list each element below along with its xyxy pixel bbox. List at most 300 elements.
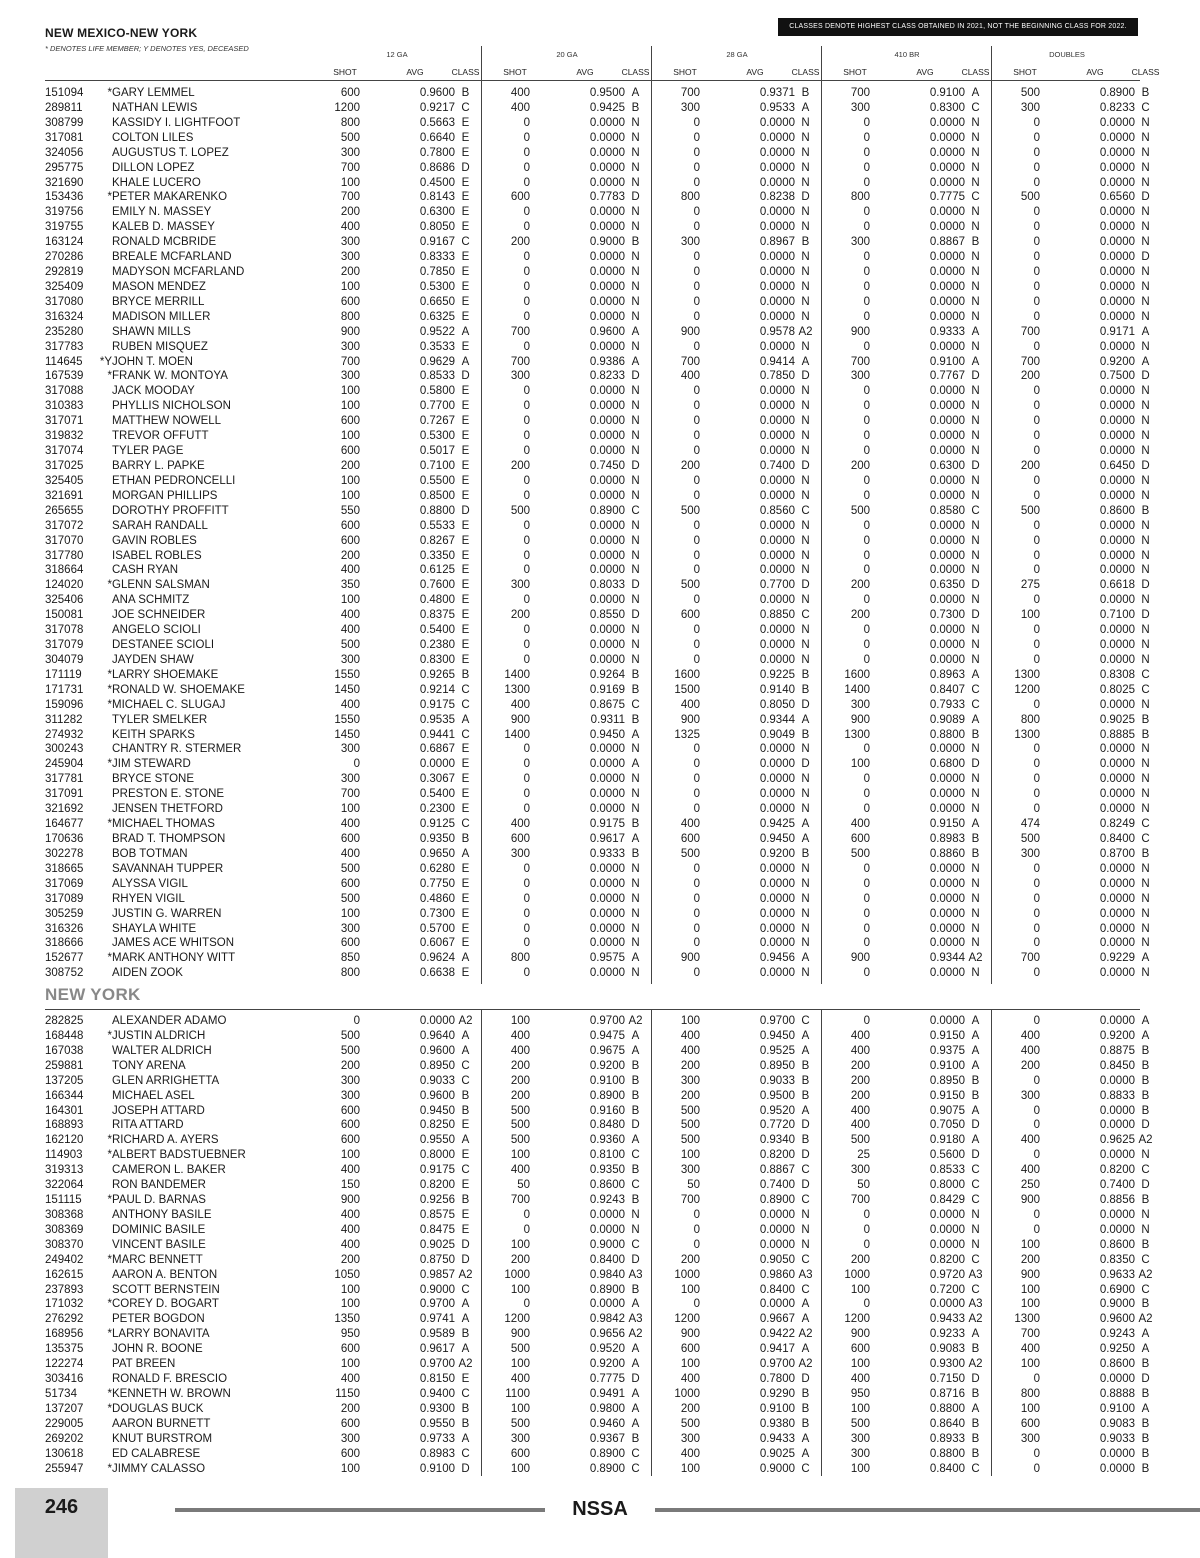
average: 0.9200 [1099, 355, 1135, 368]
average: 0.6450 [1099, 460, 1135, 472]
class: A2 [968, 1313, 983, 1326]
class: A [801, 1104, 810, 1117]
class: N [971, 922, 980, 935]
member-id: 317080 [45, 295, 84, 308]
class: N [1141, 788, 1150, 801]
shot-count: 400 [510, 1164, 530, 1177]
class: N [971, 161, 980, 174]
average: 0.0000 [929, 116, 965, 129]
member-id: 171731 [45, 683, 84, 696]
shot-count: 1200 [334, 101, 360, 114]
class: C [461, 698, 470, 711]
member-id: 122274 [45, 1358, 84, 1371]
class: N [1141, 862, 1150, 875]
shot-count: 0 [523, 653, 530, 666]
average: 0.9000 [759, 1462, 795, 1475]
average: 0.8600 [1099, 504, 1135, 517]
class: A2 [1138, 1268, 1153, 1281]
shot-count: 1300 [844, 728, 870, 741]
class: N [971, 549, 980, 562]
class: N [801, 161, 810, 174]
average: 0.9700 [759, 1015, 795, 1027]
shot-count: 0 [693, 445, 700, 458]
average: 0.0000 [1099, 385, 1135, 398]
average: 0.0000 [1099, 549, 1135, 562]
average: 0.0000 [929, 624, 965, 637]
class: N [971, 251, 980, 264]
class: E [461, 609, 470, 622]
life-member-mark: * [107, 1134, 112, 1147]
average: 0.9000 [589, 236, 625, 249]
class: N [801, 803, 810, 816]
average: 0.0000 [929, 534, 965, 547]
average: 0.0000 [759, 295, 795, 308]
shot-count: 300 [510, 1432, 530, 1445]
average: 0.9167 [419, 236, 455, 249]
class: B [971, 1074, 980, 1087]
average: 0.7400 [759, 1179, 795, 1192]
average: 0.8686 [419, 161, 455, 174]
shot-count: 200 [850, 1089, 870, 1102]
average: 0.0000 [1099, 280, 1135, 293]
average: 0.9100 [929, 87, 965, 99]
shot-count: 100 [680, 1462, 700, 1475]
class: D [971, 758, 980, 771]
class: N [971, 176, 980, 189]
shot-count: 0 [863, 266, 870, 279]
shot-count: 100 [340, 1298, 360, 1311]
table-row [0, 295, 1200, 310]
average: 0.0000 [759, 922, 795, 935]
member-name: ALYSSA VIGIL [112, 877, 188, 890]
shot-count: 300 [340, 922, 360, 935]
table-row [0, 802, 1200, 817]
shot-count: 200 [510, 1074, 530, 1087]
shot-count: 700 [1020, 1328, 1040, 1341]
shot-count: 0 [863, 310, 870, 323]
member-name: KASSIDY I. LIGHTFOOT [112, 116, 241, 129]
table-row [0, 489, 1200, 504]
table-row [0, 1104, 1200, 1119]
shot-count: 500 [1020, 87, 1040, 99]
average: 0.0000 [1099, 221, 1135, 234]
average: 0.9860 [759, 1268, 795, 1281]
member-id: 159096 [45, 698, 84, 711]
member-name: KENNETH W. BROWN [112, 1388, 231, 1400]
average: 0.9633 [1099, 1268, 1135, 1281]
table-row [0, 713, 1200, 728]
average: 0.0000 [1099, 862, 1135, 875]
table-row [0, 504, 1200, 519]
table-row [0, 101, 1200, 116]
page-title: NEW MEXICO-NEW YORK [45, 26, 198, 40]
class: E [461, 564, 470, 577]
shot-count: 0 [693, 549, 700, 562]
average: 0.9169 [589, 683, 625, 696]
shot-count: 900 [850, 952, 870, 965]
class: E [461, 788, 470, 801]
average: 0.9200 [1099, 1029, 1135, 1042]
shot-count: 800 [340, 310, 360, 323]
average: 0.0000 [929, 519, 965, 532]
average: 0.0000 [1099, 907, 1135, 920]
average: 0.0000 [589, 266, 625, 279]
class: E [461, 624, 470, 637]
average: 0.5017 [419, 445, 455, 458]
average: 0.0000 [589, 937, 625, 950]
member-name: KALEB D. MASSEY [112, 221, 215, 234]
table-row [0, 414, 1200, 429]
shot-count: 100 [340, 385, 360, 398]
average: 0.8400 [759, 1283, 795, 1296]
member-id: 276292 [45, 1313, 84, 1326]
shot-count: 0 [1033, 415, 1040, 428]
average: 0.0000 [589, 295, 625, 308]
class: A [971, 325, 980, 338]
average: 0.0000 [1099, 967, 1135, 980]
shot-count: 0 [693, 594, 700, 607]
shot-count: 300 [340, 251, 360, 264]
average: 0.9049 [759, 728, 795, 741]
shot-count: 800 [1020, 713, 1040, 726]
average: 0.9617 [589, 833, 625, 845]
average: 0.0000 [1099, 116, 1135, 129]
class: D [461, 1253, 470, 1266]
average: 0.8333 [419, 251, 455, 264]
shot-count: 0 [863, 549, 870, 562]
shot-count: 0 [1033, 1373, 1040, 1386]
table-row [0, 519, 1200, 534]
class: N [801, 116, 810, 129]
average: 0.0000 [759, 206, 795, 219]
member-name: TYLER PAGE [112, 445, 184, 458]
group-header: 12 GA [386, 50, 408, 59]
shot-count: 500 [850, 504, 870, 517]
class: N [801, 937, 810, 950]
class: N [801, 385, 810, 398]
average: 0.9200 [589, 1358, 625, 1371]
average: 0.9100 [589, 1074, 625, 1087]
average: 0.0000 [759, 430, 795, 443]
average: 0.9150 [929, 818, 965, 831]
average: 0.9380 [759, 1417, 795, 1430]
subheader-cls: CLASS [621, 67, 650, 77]
class: E [461, 773, 470, 786]
subheader-avg: AVG [576, 67, 594, 77]
average: 0.9441 [419, 728, 455, 741]
member-id: 152677 [45, 952, 84, 965]
shot-count: 0 [863, 594, 870, 607]
shot-count: 0 [693, 340, 700, 353]
class: E [461, 191, 470, 204]
member-name: SHAWN MILLS [112, 325, 191, 338]
shot-count: 500 [1020, 191, 1040, 204]
shot-count: 0 [693, 937, 700, 950]
average: 0.0000 [589, 773, 625, 786]
table-row [0, 325, 1200, 340]
member-id: 168956 [45, 1328, 84, 1341]
member-id: 316324 [45, 310, 84, 323]
shot-count: 600 [850, 833, 870, 845]
member-name: COREY D. BOGART [112, 1298, 219, 1311]
class: E [461, 266, 470, 279]
shot-count: 1600 [844, 668, 870, 681]
table-row [0, 772, 1200, 787]
shot-count: 0 [1033, 758, 1040, 771]
member-id: 265655 [45, 504, 84, 517]
class: B [801, 1059, 810, 1072]
shot-count: 600 [1020, 1417, 1040, 1430]
shot-count: 1050 [334, 1268, 360, 1281]
average: 0.8900 [759, 1194, 795, 1207]
member-id: 229005 [45, 1417, 84, 1430]
class: N [971, 310, 980, 323]
life-member-mark: * [107, 1253, 112, 1266]
shot-count: 500 [340, 862, 360, 875]
shot-count: 0 [523, 519, 530, 532]
class: N [801, 445, 810, 458]
class: N [1141, 489, 1150, 502]
shot-count: 0 [523, 773, 530, 786]
shot-count: 0 [1033, 967, 1040, 980]
class: B [971, 1432, 980, 1445]
shot-count: 100 [1020, 609, 1040, 622]
average: 0.0000 [929, 340, 965, 353]
average: 0.0000 [759, 266, 795, 279]
member-name: SARAH RANDALL [112, 519, 208, 532]
shot-count: 0 [693, 803, 700, 816]
table-row [0, 1118, 1200, 1133]
class: A [631, 1134, 640, 1147]
table-row [0, 340, 1200, 355]
class: N [1141, 922, 1150, 935]
shot-count: 300 [680, 1074, 700, 1087]
member-name: LARRY SHOEMAKE [112, 668, 219, 681]
shot-count: 1300 [1014, 668, 1040, 681]
average: 0.8429 [929, 1194, 965, 1207]
average: 0.9433 [759, 1432, 795, 1445]
shot-count: 600 [510, 1447, 530, 1460]
class: C [801, 1194, 810, 1207]
shot-count: 1000 [504, 1268, 530, 1281]
average: 0.9400 [419, 1388, 455, 1400]
average: 0.6640 [419, 131, 455, 144]
class: A2 [968, 952, 983, 965]
average: 0.6300 [929, 460, 965, 472]
class: C [631, 504, 640, 517]
shot-count: 0 [523, 862, 530, 875]
member-name: KHALE LUCERO [112, 176, 201, 189]
average: 0.0000 [759, 743, 795, 756]
class: C [971, 1164, 980, 1177]
average: 0.0000 [1099, 400, 1135, 413]
shot-count: 800 [340, 116, 360, 129]
class: N [631, 116, 640, 129]
member-name: AARON A. BENTON [112, 1268, 218, 1281]
average: 0.8200 [419, 1179, 455, 1192]
average: 0.5600 [929, 1149, 965, 1162]
shot-count: 400 [340, 1223, 360, 1236]
table-row [0, 1044, 1200, 1059]
class: B [631, 1164, 640, 1177]
average: 0.9700 [419, 1298, 455, 1311]
average: 0.9175 [419, 698, 455, 711]
average: 0.0000 [929, 862, 965, 875]
average: 0.0000 [589, 176, 625, 189]
shot-count: 600 [340, 295, 360, 308]
shot-count: 200 [340, 266, 360, 279]
shot-count: 300 [1020, 1089, 1040, 1102]
member-name: ETHAN PEDRONCELLI [112, 474, 236, 487]
shot-count: 400 [1020, 1029, 1040, 1042]
member-id: 325409 [45, 280, 84, 293]
subheader-shot: SHOT [333, 67, 357, 77]
shot-count: 0 [1033, 1074, 1040, 1087]
average: 0.0000 [589, 489, 625, 502]
average: 0.8983 [929, 833, 965, 845]
average: 0.0000 [929, 176, 965, 189]
class: N [971, 624, 980, 637]
class: A [801, 1343, 810, 1356]
class: B [801, 683, 810, 696]
table-row [0, 892, 1200, 907]
shot-count: 0 [863, 1208, 870, 1221]
average: 0.0000 [419, 1015, 455, 1027]
average: 0.0000 [589, 280, 625, 293]
class: D [801, 370, 810, 383]
shot-count: 900 [510, 713, 530, 726]
average: 0.0000 [589, 251, 625, 264]
subheader-shot: SHOT [673, 67, 697, 77]
average: 0.7800 [759, 1373, 795, 1386]
average: 0.7850 [759, 370, 795, 383]
shot-count: 0 [1033, 803, 1040, 816]
average: 0.9700 [759, 1358, 795, 1371]
shot-count: 500 [680, 579, 700, 592]
table-row [0, 474, 1200, 489]
member-id: 319755 [45, 221, 84, 234]
average: 0.0000 [1099, 773, 1135, 786]
average: 0.0000 [1099, 1208, 1135, 1221]
average: 0.0000 [1099, 1149, 1135, 1162]
shot-count: 300 [340, 1432, 360, 1445]
average: 0.9450 [759, 833, 795, 845]
average: 0.9100 [929, 1059, 965, 1072]
class: B [971, 847, 980, 860]
average: 0.0000 [759, 773, 795, 786]
shot-count: 0 [523, 907, 530, 920]
average: 0.9025 [759, 1447, 795, 1460]
class: B [1141, 1059, 1150, 1072]
average: 0.6867 [419, 743, 455, 756]
shot-count: 200 [510, 609, 530, 622]
shot-count: 0 [1033, 280, 1040, 293]
shot-count: 400 [680, 1044, 700, 1057]
shot-count: 500 [680, 504, 700, 517]
class: B [1141, 1089, 1150, 1102]
table-row [0, 1208, 1200, 1223]
member-id: 317783 [45, 340, 84, 353]
class: C [801, 1164, 810, 1177]
table-row [0, 161, 1200, 176]
group-header: 20 GA [556, 50, 578, 59]
average: 0.0000 [929, 967, 965, 980]
average: 0.9600 [419, 1044, 455, 1057]
shot-count: 500 [850, 1134, 870, 1147]
class: N [631, 489, 640, 502]
average: 0.9475 [589, 1029, 625, 1042]
shot-count: 0 [1033, 1447, 1040, 1460]
member-id: 270286 [45, 251, 84, 264]
class: N [971, 474, 980, 487]
average: 0.8050 [759, 698, 795, 711]
class: A [461, 847, 470, 860]
shot-count: 600 [340, 415, 360, 428]
class: E [461, 1208, 470, 1221]
shot-count: 400 [510, 698, 530, 711]
average: 0.7100 [419, 460, 455, 472]
table-row [0, 1029, 1200, 1044]
average: 0.8900 [589, 504, 625, 517]
average: 0.0000 [929, 564, 965, 577]
shot-count: 0 [523, 758, 530, 771]
average: 0.0000 [759, 758, 795, 771]
average: 0.5500 [419, 474, 455, 487]
table-row [0, 832, 1200, 847]
average: 0.9350 [419, 833, 455, 845]
member-id: 318666 [45, 937, 84, 950]
class: A [801, 101, 810, 114]
shot-count: 0 [1033, 489, 1040, 502]
member-name: CAMERON L. BAKER [112, 1164, 226, 1177]
average: 0.0000 [929, 1015, 965, 1027]
average: 0.6560 [1099, 191, 1135, 204]
average: 0.0000 [1099, 310, 1135, 323]
class: N [801, 415, 810, 428]
shot-count: 0 [693, 653, 700, 666]
average: 0.7767 [929, 370, 965, 383]
class: E [461, 415, 470, 428]
class: N [631, 131, 640, 144]
class: N [801, 1223, 810, 1236]
shot-count: 300 [850, 1432, 870, 1445]
average: 0.8860 [929, 847, 965, 860]
class: A [1141, 1402, 1150, 1415]
class: C [461, 1074, 470, 1087]
average: 0.0000 [589, 400, 625, 413]
member-name: MADISON MILLER [112, 310, 211, 323]
average: 0.0000 [589, 907, 625, 920]
class: N [631, 176, 640, 189]
shot-count: 400 [340, 1164, 360, 1177]
class: N [801, 922, 810, 935]
shot-count: 0 [523, 1208, 530, 1221]
class: B [801, 668, 810, 681]
member-name: JAMES ACE WHITSON [112, 937, 235, 950]
average: 0.8888 [1099, 1388, 1135, 1400]
member-id: 259881 [45, 1059, 84, 1072]
shot-count: 0 [1033, 594, 1040, 607]
member-id: 317081 [45, 131, 84, 144]
average: 0.9311 [590, 713, 625, 726]
average: 0.9589 [419, 1328, 455, 1341]
class: N [801, 639, 810, 652]
average: 0.9300 [419, 1402, 455, 1415]
class: E [461, 653, 470, 666]
average: 0.9050 [759, 1253, 795, 1266]
average: 0.0000 [1099, 430, 1135, 443]
average: 0.9741 [419, 1313, 455, 1326]
